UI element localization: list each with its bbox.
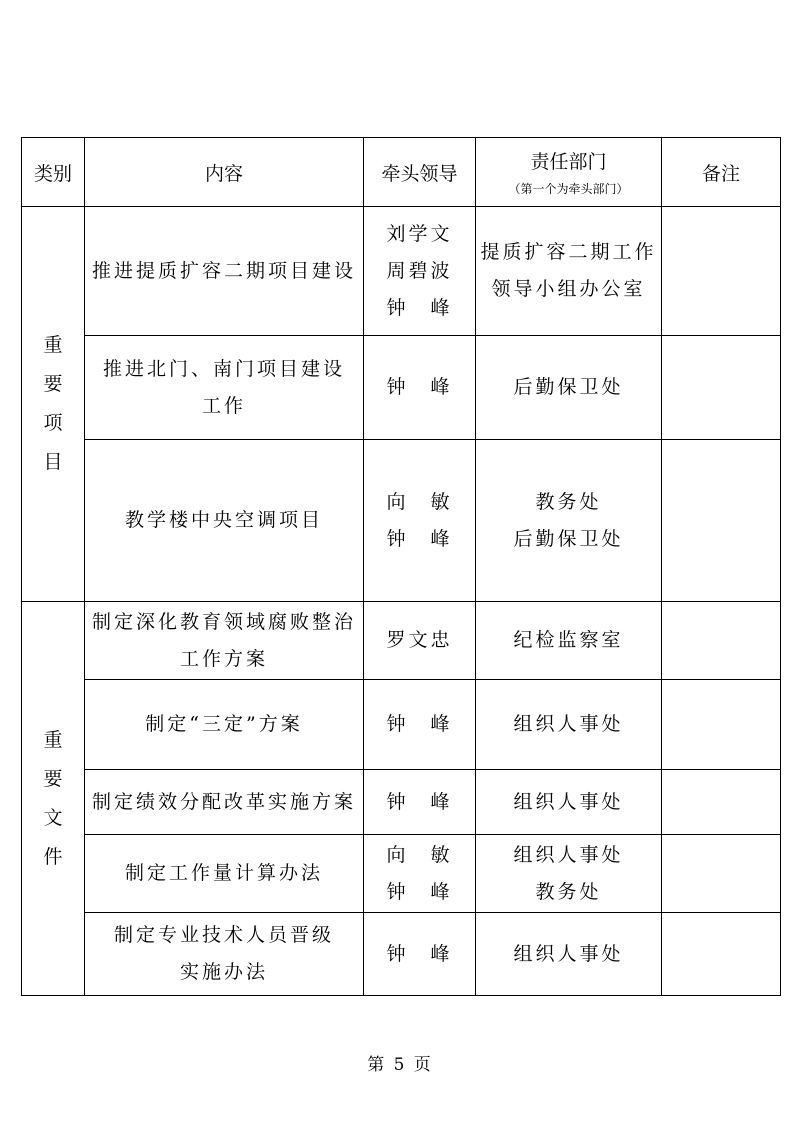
content-line: 推进北门、南门项目建设: [102, 357, 345, 380]
leader-line: 钟 峰: [386, 713, 453, 735]
dept-line: 后勤保卫处: [513, 376, 624, 398]
header-category: 类别: [22, 138, 85, 207]
dept-line: 组织人事处: [513, 942, 624, 965]
content-line: 制定工作量计算办法: [124, 862, 323, 884]
leader-line: 钟 峰: [386, 296, 453, 319]
dept-cell: [476, 770, 662, 835]
dept-line: 组织人事处: [513, 790, 624, 813]
remark-cell: [662, 440, 781, 602]
header-dept-label: 责任部门: [530, 151, 607, 173]
leader-cell: [364, 835, 476, 913]
leader-line: 钟 峰: [386, 376, 453, 398]
dept-line: 领导小组办公室: [491, 278, 646, 300]
table-row: [22, 770, 781, 835]
table-row: [22, 207, 781, 336]
remark-cell: [662, 207, 781, 336]
dept-cell: [476, 913, 662, 996]
dept-line: 纪检监察室: [513, 629, 624, 651]
table-row: [22, 602, 781, 680]
table-row: [22, 680, 781, 770]
leader-cell: [364, 680, 476, 770]
category-line: 件: [43, 845, 63, 868]
dept-cell: [476, 835, 662, 913]
category-line: 文: [43, 806, 63, 829]
header-row: [22, 138, 781, 207]
content-line: 制定“三定”方案: [145, 713, 303, 735]
leader-cell: [364, 770, 476, 835]
header-dept: [476, 138, 662, 207]
header-remark: 备注: [662, 138, 781, 207]
content-cell: [85, 913, 364, 996]
dept-line: 教务处: [535, 490, 602, 513]
content-cell: [85, 440, 364, 602]
content-line: 推进提质扩容二期项目建设: [91, 259, 356, 282]
task-table: [21, 137, 781, 996]
dept-line: 提质扩容二期工作: [480, 241, 657, 263]
dept-cell: [476, 680, 662, 770]
content-cell: [85, 207, 364, 336]
leader-line: 向 敏: [386, 490, 453, 513]
table-row: [22, 913, 781, 996]
dept-cell: [476, 602, 662, 680]
remark-cell: [662, 680, 781, 770]
remark-cell: [662, 602, 781, 680]
content-cell: [85, 680, 364, 770]
dept-line: 组织人事处: [513, 713, 624, 735]
table-row: [22, 835, 781, 913]
leader-line: 周碧波: [386, 259, 453, 282]
content-line: 制定绩效分配改革实施方案: [91, 790, 356, 813]
category-line: 要: [43, 373, 63, 395]
leader-cell: [364, 207, 476, 336]
leader-line: 向 敏: [386, 843, 453, 866]
content-line: 工作: [201, 394, 246, 417]
dept-line: 组织人事处: [513, 843, 624, 866]
content-line: 制定深化教育领域腐败整治: [91, 610, 356, 633]
dept-line: 后勤保卫处: [513, 527, 624, 550]
content-cell: [85, 336, 364, 440]
table-row: [22, 336, 781, 440]
leader-line: 钟 峰: [386, 880, 453, 903]
dept-cell: [476, 440, 662, 602]
dept-cell: [476, 336, 662, 440]
category-line: 目: [43, 451, 63, 473]
leader-cell: [364, 913, 476, 996]
remark-cell: [662, 835, 781, 913]
leader-cell: [364, 336, 476, 440]
category-line: 重: [43, 728, 63, 751]
dept-cell: [476, 207, 662, 336]
header-content: 内容: [85, 138, 364, 207]
header-dept-note: （第一个为牵头部门）: [508, 182, 629, 196]
content-line: 制定专业技术人员晋级: [113, 924, 334, 946]
leader-line: 钟 峰: [386, 790, 453, 813]
category-line: 项: [43, 412, 63, 434]
leader-line: 钟 峰: [386, 942, 453, 965]
content-line: 实施办法: [179, 961, 268, 983]
category-line: 要: [43, 767, 63, 790]
content-line: 教学楼中央空调项目: [124, 509, 323, 531]
content-line: 工作方案: [179, 647, 268, 670]
dept-line: 教务处: [535, 880, 602, 903]
category-cell: [22, 207, 85, 602]
leader-cell: [364, 440, 476, 602]
remark-cell: [662, 913, 781, 996]
leader-line: 钟 峰: [386, 527, 453, 550]
leader-line: 刘学文: [386, 222, 453, 245]
remark-cell: [662, 336, 781, 440]
category-cell: [22, 602, 85, 996]
leader-line: 罗文忠: [386, 629, 453, 651]
table-row: [22, 440, 781, 602]
content-cell: [85, 770, 364, 835]
page-number: 第 5 页: [367, 1055, 433, 1075]
content-cell: [85, 835, 364, 913]
header-leader: 牵头领导: [364, 138, 476, 207]
leader-cell: [364, 602, 476, 680]
content-cell: [85, 602, 364, 680]
category-line: 重: [43, 334, 63, 356]
remark-cell: [662, 770, 781, 835]
